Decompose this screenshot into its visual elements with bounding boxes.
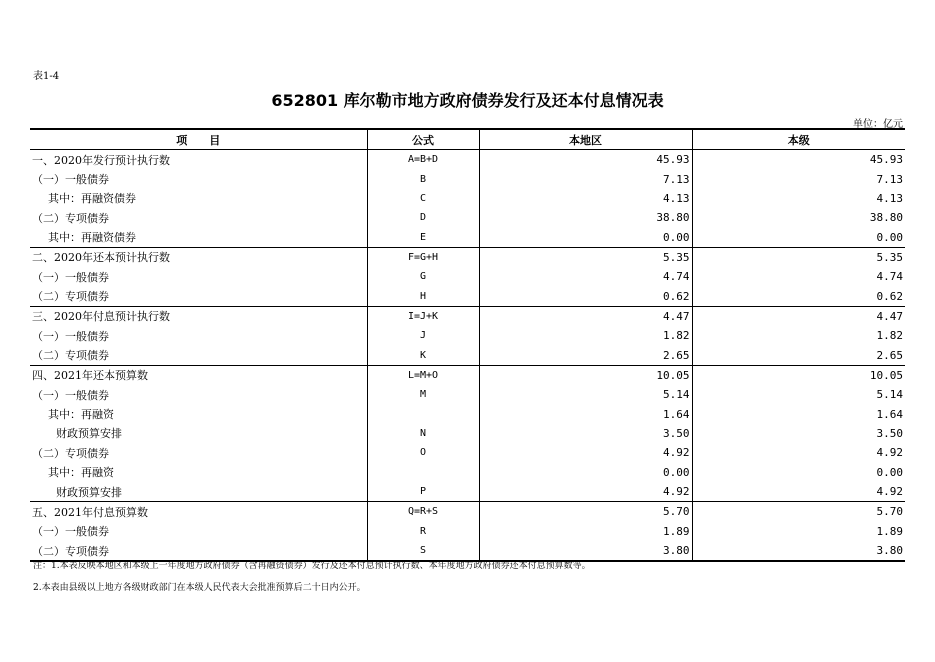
table-row — [30, 424, 905, 443]
row-item: （二）专项债券 — [30, 286, 367, 306]
footnote-2: 2.本表由县级以上地方各级财政部门在本级人民代表大会批准预算后二十日内公开。 — [33, 583, 366, 593]
table-row — [30, 189, 905, 208]
row-formula: K — [367, 345, 479, 365]
table-row — [30, 326, 905, 345]
row-region: 0.62 — [479, 286, 692, 306]
row-level: 0.62 — [692, 286, 905, 306]
row-region: 5.35 — [479, 247, 692, 267]
row-item: （二）专项债券 — [30, 208, 367, 227]
table-row — [30, 208, 905, 227]
row-formula — [367, 463, 479, 482]
footnote-1: 注：1.本表反映本地区和本级上一年度地方政府债券（含再融资债券）发行及还本付息预计执行数、本年度地方政府债券还本付息预算数等。 — [33, 561, 591, 571]
table-row — [30, 286, 905, 306]
row-formula: N — [367, 424, 479, 443]
table-row — [30, 385, 905, 404]
header-region: 本地区 — [479, 129, 692, 150]
page-title: 652801 库尔勒市地方政府债券发行及还本付息情况表 — [271, 91, 664, 110]
row-region: 4.92 — [479, 443, 692, 462]
row-formula: E — [367, 227, 479, 247]
table-row — [30, 443, 905, 462]
row-item: 一、2020年发行预计执行数 — [30, 150, 367, 170]
row-level: 4.92 — [692, 482, 905, 502]
row-formula: M — [367, 385, 479, 404]
row-region: 4.47 — [479, 306, 692, 326]
table-row — [30, 169, 905, 188]
row-level: 45.93 — [692, 150, 905, 170]
row-region: 4.92 — [479, 482, 692, 502]
row-region: 4.74 — [479, 267, 692, 286]
row-level: 4.47 — [692, 306, 905, 326]
table-row — [30, 267, 905, 286]
row-formula: P — [367, 482, 479, 502]
row-formula: O — [367, 443, 479, 462]
row-level: 10.05 — [692, 365, 905, 385]
debt-table — [30, 128, 905, 562]
row-formula — [367, 404, 479, 423]
row-formula: R — [367, 522, 479, 541]
row-item: 其中：再融资 — [30, 404, 367, 423]
row-level: 5.35 — [692, 247, 905, 267]
row-region: 1.64 — [479, 404, 692, 423]
row-region: 5.70 — [479, 502, 692, 522]
row-region: 7.13 — [479, 169, 692, 188]
row-item: （一）一般债券 — [30, 385, 367, 404]
table-row — [30, 150, 905, 170]
row-level: 7.13 — [692, 169, 905, 188]
table-row — [30, 365, 905, 385]
table-row — [30, 404, 905, 423]
row-item: （一）一般债券 — [30, 522, 367, 541]
row-item: 五、2021年付息预算数 — [30, 502, 367, 522]
row-formula: J — [367, 326, 479, 345]
row-region: 0.00 — [479, 463, 692, 482]
table-id: 表1-4 — [33, 71, 60, 82]
table-row — [30, 502, 905, 522]
table-row — [30, 345, 905, 365]
row-level: 1.82 — [692, 326, 905, 345]
row-level: 1.89 — [692, 522, 905, 541]
row-level: 5.14 — [692, 385, 905, 404]
row-item: 财政预算安排 — [30, 424, 367, 443]
header-row — [30, 129, 905, 150]
row-item: （一）一般债券 — [30, 267, 367, 286]
row-item: （一）一般债券 — [30, 169, 367, 188]
row-item: （一）一般债券 — [30, 326, 367, 345]
table-row — [30, 247, 905, 267]
row-region: 45.93 — [479, 150, 692, 170]
row-level: 3.80 — [692, 541, 905, 561]
row-formula: S — [367, 541, 479, 561]
header-formula: 公式 — [367, 129, 479, 150]
row-formula: H — [367, 286, 479, 306]
row-formula: F=G+H — [367, 247, 479, 267]
row-level: 2.65 — [692, 345, 905, 365]
row-level: 0.00 — [692, 463, 905, 482]
row-formula: L=M+O — [367, 365, 479, 385]
row-level: 4.74 — [692, 267, 905, 286]
row-level: 1.64 — [692, 404, 905, 423]
row-region: 0.00 — [479, 227, 692, 247]
row-item: （二）专项债券 — [30, 345, 367, 365]
table-row — [30, 463, 905, 482]
row-level: 4.92 — [692, 443, 905, 462]
row-item: 其中：再融资 — [30, 463, 367, 482]
row-item: 财政预算安排 — [30, 482, 367, 502]
row-item: 四、2021年还本预算数 — [30, 365, 367, 385]
row-item: 其中：再融资债券 — [30, 189, 367, 208]
row-level: 4.13 — [692, 189, 905, 208]
row-formula: I=J+K — [367, 306, 479, 326]
row-formula: A=B+D — [367, 150, 479, 170]
header-level: 本级 — [692, 129, 905, 150]
row-formula: B — [367, 169, 479, 188]
row-region: 10.05 — [479, 365, 692, 385]
row-level: 3.50 — [692, 424, 905, 443]
table-row — [30, 482, 905, 502]
row-region: 38.80 — [479, 208, 692, 227]
row-item: 三、2020年付息预计执行数 — [30, 306, 367, 326]
row-formula: Q=R+S — [367, 502, 479, 522]
row-formula: G — [367, 267, 479, 286]
row-item: 其中：再融资债券 — [30, 227, 367, 247]
row-formula: C — [367, 189, 479, 208]
row-region: 3.50 — [479, 424, 692, 443]
unit-label: 单位：亿元 — [853, 119, 903, 130]
row-item: 二、2020年还本预计执行数 — [30, 247, 367, 267]
row-level: 38.80 — [692, 208, 905, 227]
row-item: （二）专项债券 — [30, 541, 367, 561]
row-formula: D — [367, 208, 479, 227]
row-region: 5.14 — [479, 385, 692, 404]
row-level: 5.70 — [692, 502, 905, 522]
table-row — [30, 522, 905, 541]
table-row — [30, 306, 905, 326]
row-region: 4.13 — [479, 189, 692, 208]
row-item: （二）专项债券 — [30, 443, 367, 462]
row-level: 0.00 — [692, 227, 905, 247]
table-row — [30, 227, 905, 247]
row-region: 3.80 — [479, 541, 692, 561]
header-item: 项 目 — [30, 129, 367, 150]
row-region: 1.82 — [479, 326, 692, 345]
row-region: 2.65 — [479, 345, 692, 365]
row-region: 1.89 — [479, 522, 692, 541]
